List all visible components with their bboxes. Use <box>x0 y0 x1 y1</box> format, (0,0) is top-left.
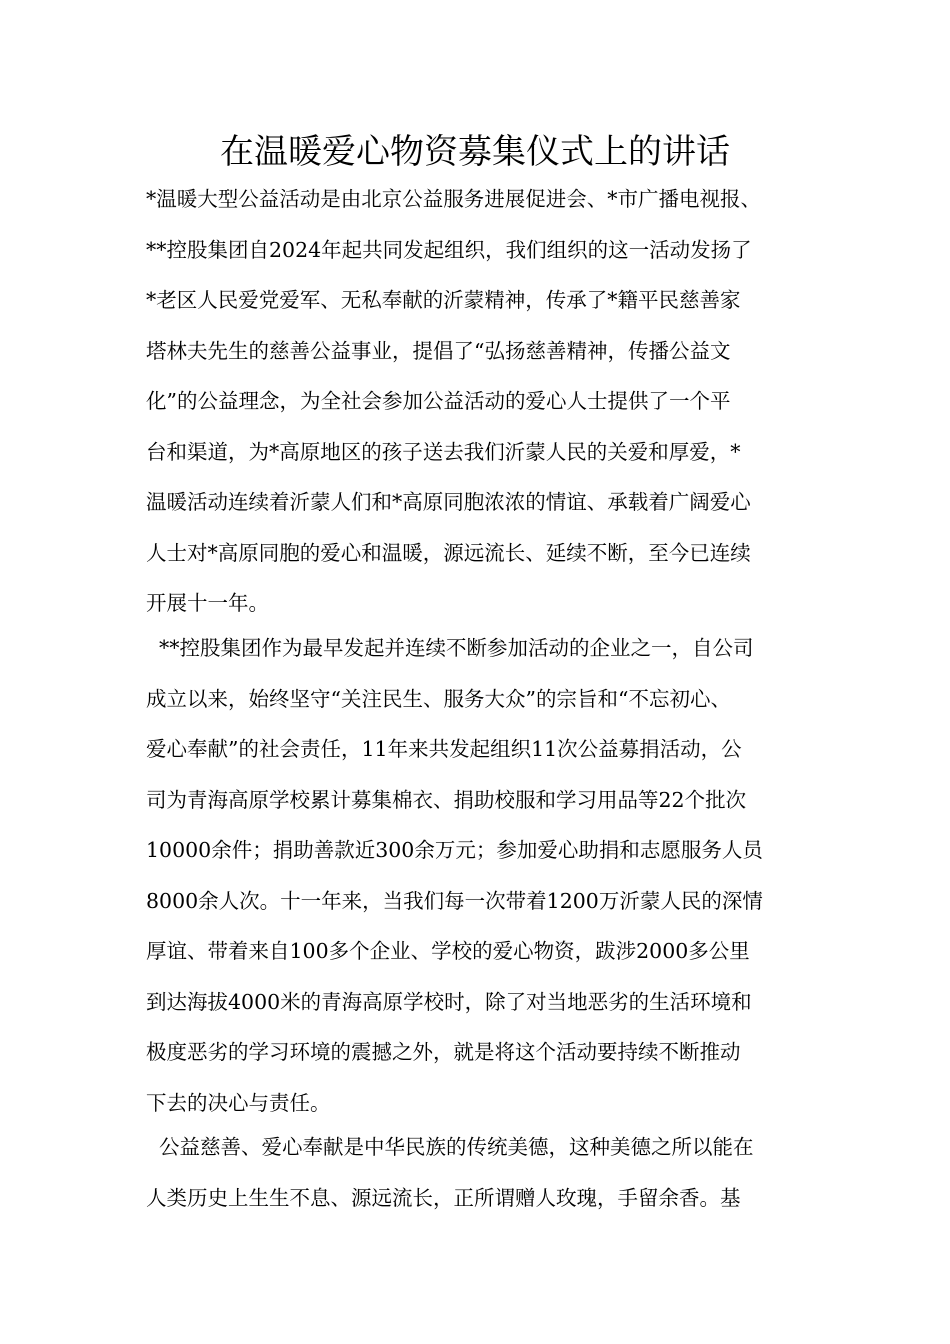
paragraph-line: 塔林夫先生的慈善公益事业，提倡了“弘扬慈善精神，传播公益文 <box>146 338 731 363</box>
paragraph-line: 人类历史上生生不息、源远流长，正所谓赠人玫瑰，手留余香。基 <box>146 1185 741 1210</box>
paragraph-2 <box>146 623 846 1128</box>
paragraph-line: 开展十一年。 <box>146 591 269 615</box>
paragraph-line: 司为青海高原学校累计募集棉衣、捐助校服和学习用品等22个批次 <box>146 787 747 812</box>
paragraph-line: 人士对*高原同胞的爱心和温暖，源远流长、延续不断，至今已连续 <box>146 540 751 565</box>
paragraph-line: 温暖活动连续着沂蒙人们和*高原同胞浓浓的情谊、承载着广阔爱心 <box>146 490 751 514</box>
paragraph-line: 公益慈善、爱心奉献是中华民族的传统美德，这种美德之所以能在 <box>146 1135 754 1159</box>
paragraph-line: 下去的决心与责任。 <box>146 1090 331 1115</box>
paragraph-1 <box>146 174 846 629</box>
paragraph-line: **控股集团作为最早发起并连续不断参加活动的企业之一，自公司 <box>146 636 754 660</box>
document-title: 在温暖爱心物资募集仪式上的讲话 <box>220 132 730 172</box>
paragraph-line: 8000余人次。十一年来，当我们每一次带着1200万沂蒙人民的深情 <box>146 888 763 913</box>
paragraph-line: 到达海拔4000米的青海高原学校时，除了对当地恶劣的生活环境和 <box>146 989 752 1014</box>
paragraph-line: 极度恶劣的学习环境的震撼之外，就是将这个活动要持续不断推动 <box>146 1040 741 1064</box>
paragraph-line: 厚谊、带着来自100多个企业、学校的爱心物资，跋涉2000多公里 <box>146 939 750 963</box>
paragraph-line: 10000余件；捐助善款近300余万元；参加爱心助捐和志愿服务人员 <box>146 838 763 862</box>
paragraph-line: *温暖大型公益活动是由北京公益服务进展促进会、*市广播电视报、 <box>146 187 761 211</box>
paragraph-line: 爱心奉献”的社会责任，11年来共发起组织11次公益募捐活动，公 <box>146 737 742 761</box>
paragraph-line: 成立以来，始终坚守“关注民生、服务大众”的宗旨和“不忘初心、 <box>146 686 731 711</box>
paragraph-line: 化”的公益理念，为全社会参加公益活动的爱心人士提供了一个平 <box>146 389 731 413</box>
paragraph-3 <box>146 1122 846 1223</box>
paragraph-line: **控股集团自2024年起共同发起组织，我们组织的这一活动发扬了 <box>146 237 752 262</box>
paragraph-line: 台和渠道，为*高原地区的孩子送去我们沂蒙人民的关爱和厚爱，* <box>146 439 741 464</box>
paragraph-line: *老区人民爱党爱军、无私奉献的沂蒙精神，传承了*籍平民慈善家 <box>146 288 741 312</box>
